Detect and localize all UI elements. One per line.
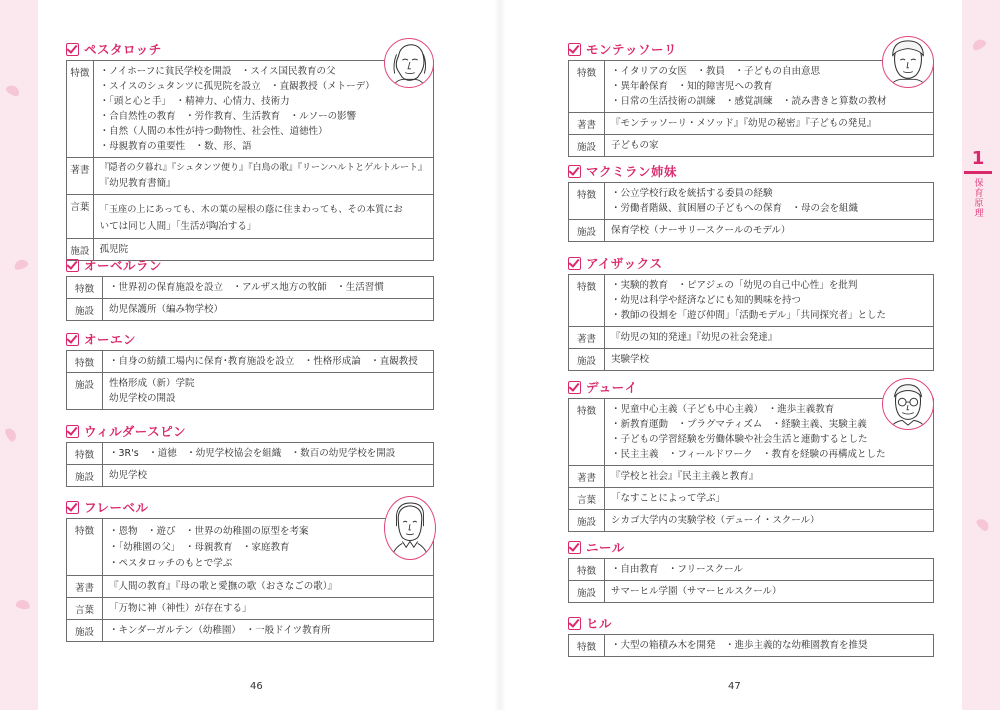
row-line: ・ノイホーフに貧民学校を開設 ・スイス国民教育の父: [99, 66, 336, 77]
pestalozzi-portrait: [384, 38, 434, 88]
row-line: 『幼児の知的発達』『幼児の社会発達』: [611, 332, 778, 343]
row-line: 幼児学校: [109, 470, 148, 481]
chapter-number: 1: [971, 148, 985, 169]
section-title: ウィルダースピン: [84, 424, 187, 439]
info-table: [568, 274, 934, 371]
row-line: ・幼児は科学や経済などにも知的興味を持つ: [611, 295, 802, 306]
checkbox-icon: [66, 425, 79, 438]
row-line: 子どもの家: [611, 140, 659, 151]
row-line: 幼児保護所（編み物学校）: [109, 304, 224, 315]
row-label: 言葉: [67, 598, 103, 620]
row-line: ・児童中心主義（子ども中心主義） ・進歩主義教育: [611, 404, 835, 415]
petal-decoration: [975, 516, 991, 532]
section-title: モンテッソーリ: [586, 42, 678, 57]
row-line: いては同じ人間」「生活が陶冶する」: [99, 221, 257, 232]
section-title: オーエン: [84, 332, 137, 347]
section-title: ペスタロッチ: [84, 42, 162, 57]
checkbox-icon: [568, 257, 581, 270]
row-label: 特徴: [67, 443, 103, 465]
checkbox-icon: [66, 333, 79, 346]
section-froebel: [66, 496, 434, 642]
row-line: ・自由教育 ・フリースクール: [611, 564, 743, 575]
row-label: 著書: [67, 576, 103, 598]
row-line: 幼児学校の開設: [109, 393, 176, 404]
section-title: マクミラン姉妹: [586, 164, 678, 179]
row-label: 施設: [67, 465, 103, 487]
dewey-portrait: [882, 378, 934, 430]
info-table: [568, 60, 934, 157]
row-line: ・自然（人間の本性が持つ動物性、社会性、道徳性）: [99, 126, 328, 137]
section-neill: [568, 536, 934, 603]
row-label: 施設: [67, 299, 103, 321]
section-hill: [568, 612, 934, 657]
section-oberlin: [66, 254, 434, 321]
row-line: ・3R's ・道徳 ・幼児学校協会を組織 ・数百の幼児学校を開設: [109, 448, 396, 459]
checkbox-icon: [568, 617, 581, 630]
row-label: 著書: [67, 158, 94, 195]
row-line: ・スイスのシュタンツに孤児院を設立 ・直観教授（メトーデ）: [99, 81, 375, 92]
checkbox-icon: [66, 259, 79, 272]
section-mcmillan-sisters: [568, 160, 934, 242]
row-line: ・恩物 ・遊び ・世界の幼稚園の原型を考案: [109, 526, 309, 537]
checkbox-icon: [568, 381, 581, 394]
page-spine: [494, 0, 506, 710]
row-line: ・日常の生活技術の訓練 ・感覚訓練 ・読み書きと算数の教材: [611, 96, 887, 107]
row-label: 施設: [569, 220, 605, 242]
row-line: ・世界初の保育施設を設立 ・アルザス地方の牧師 ・生活習慣: [109, 282, 384, 293]
row-label: 特徴: [569, 183, 605, 220]
petal-decoration: [5, 83, 22, 98]
row-line: ・「幼稚園の父」 ・母親教育 ・家庭教育: [109, 542, 290, 553]
row-label: 特徴: [67, 519, 103, 576]
row-line: ・大型の箱積み木を開発 ・進歩主義的な幼稚園教育を推奨: [611, 640, 868, 651]
montessori-portrait: [882, 36, 934, 88]
checkbox-icon: [568, 165, 581, 178]
row-line: 「玉座の上にあっても、木の葉の屋根の蔭に住まわっても、その本質にお: [99, 204, 403, 215]
row-line: ・「頭と心と手」 ・精神力、心情力、技術力: [99, 96, 290, 107]
row-label: 施設: [569, 581, 605, 603]
row-label: 施設: [569, 135, 605, 157]
row-line: 実験学校: [611, 354, 650, 365]
chapter-divider: [964, 171, 992, 174]
checkbox-icon: [568, 43, 581, 56]
row-label: 著書: [569, 466, 605, 488]
section-isaacs: [568, 252, 934, 371]
row-line: 『人間の教育』『母の歌と愛撫の歌（おさなごの歌）』: [109, 581, 338, 592]
froebel-portrait: [384, 496, 436, 560]
section-title: アイザックス: [586, 256, 663, 271]
row-line: ・キンダーガルテン（幼稚園） ・一般ドイツ教育所: [109, 625, 331, 636]
chapter-label: 保育原理: [972, 178, 983, 218]
info-table: [568, 182, 934, 242]
row-line: ・ペスタロッチのもとで学ぶ: [109, 558, 233, 569]
row-label: 施設: [569, 510, 605, 532]
row-line: 『幼児教育書簡』: [99, 178, 176, 189]
row-label: 施設: [67, 239, 94, 261]
row-line: 性格形成（新）学院: [109, 378, 195, 389]
row-line: ・自身の紡績工場内に保育･教育施設を設立 ・性格形成論 ・直観教授: [109, 356, 418, 367]
row-line: ・教師の役割を「遊び仲間」「活動モデル」「共同探究者」とした: [611, 310, 887, 321]
chapter-tab: [964, 148, 992, 218]
section-pestalozzi: [66, 38, 434, 261]
petal-decoration: [13, 258, 29, 271]
row-line: サマーヒル学園（サマーヒルスクール）: [611, 586, 782, 597]
section-title: ニール: [586, 540, 625, 555]
row-label: 著書: [569, 113, 605, 135]
row-line: 「なすことによって学ぶ」: [611, 493, 726, 504]
row-line: ・イタリアの女医 ・教員 ・子どもの自由意思: [611, 66, 821, 77]
row-label: 特徴: [67, 61, 94, 158]
info-table: [66, 518, 434, 642]
row-label: 著書: [569, 327, 605, 349]
info-table: [568, 398, 934, 532]
page-number: 46: [250, 681, 263, 692]
row-label: 施設: [67, 620, 103, 642]
row-line: ・母親教育の重要性 ・数、形、語: [99, 141, 252, 152]
row-line: 『学校と社会』『民主主義と教育』: [611, 471, 759, 482]
info-table: [66, 350, 434, 410]
row-line: 『モンテッソーリ・メソッド』『幼児の秘密』『子どもの発見』: [611, 118, 877, 129]
section-title: フレーベル: [84, 500, 149, 515]
row-line: 孤児院: [99, 244, 129, 255]
info-table: [568, 634, 934, 657]
section-wilderspin: [66, 420, 434, 487]
row-line: ・合自然性の教育 ・労作教育、生活教育 ・ルソーの影響: [99, 111, 357, 122]
row-label: 特徴: [569, 61, 605, 113]
row-label: 特徴: [67, 351, 103, 373]
row-label: 言葉: [569, 488, 605, 510]
row-line: 保育学校（ナーサリースクールのモデル）: [611, 225, 791, 236]
section-montessori: [568, 38, 934, 157]
row-label: 言葉: [67, 195, 94, 239]
petal-decoration: [971, 37, 988, 52]
row-line: ・公立学校行政を統括する委員の経験: [611, 188, 773, 199]
row-line: 『隠者の夕暮れ』『シュタンツ便り』『白鳥の歌』『リーンハルトとゲルトルート』: [99, 163, 427, 173]
row-line: ・実験的教育 ・ピアジェの「幼児の自己中心性」を批判: [611, 280, 858, 291]
row-line: ・子どもの学習経験を労働体験や社会生活と連動するとした: [611, 434, 868, 445]
checkbox-icon: [66, 43, 79, 56]
info-table: [66, 60, 434, 261]
info-table: [66, 276, 434, 321]
checkbox-icon: [568, 541, 581, 554]
row-label: 特徴: [569, 399, 605, 466]
section-owen: [66, 328, 434, 410]
row-label: 特徴: [569, 559, 605, 581]
row-line: シカゴ大学内の実験学校（デューイ・スクール）: [611, 515, 820, 526]
row-label: 施設: [569, 349, 605, 371]
info-table: [66, 442, 434, 487]
section-dewey: [568, 376, 934, 532]
row-label: 特徴: [569, 635, 605, 657]
section-title: オーベルラン: [84, 258, 163, 273]
row-line: ・異年齢保育 ・知的障害児への教育: [611, 81, 773, 92]
row-line: 「万物に神（神性）が存在する」: [109, 603, 252, 614]
page-number: 47: [728, 681, 741, 692]
row-label: 特徴: [569, 275, 605, 327]
checkbox-icon: [66, 501, 79, 514]
row-line: ・労働者階級、貧困層の子どもへの保育 ・母の会を組織: [611, 203, 859, 214]
section-title: ヒル: [586, 616, 613, 631]
info-table: [568, 558, 934, 603]
row-label: 特徴: [67, 277, 103, 299]
row-label: 施設: [67, 373, 103, 410]
petal-decoration: [4, 426, 19, 443]
section-title: デューイ: [586, 380, 638, 395]
row-line: ・新教育運動 ・プラグマティズム ・経験主義、実験主義: [611, 419, 867, 430]
row-line: ・民主主義 ・フィールドワーク ・教育を経験の再構成とした: [611, 449, 886, 460]
petal-decoration: [15, 599, 30, 610]
